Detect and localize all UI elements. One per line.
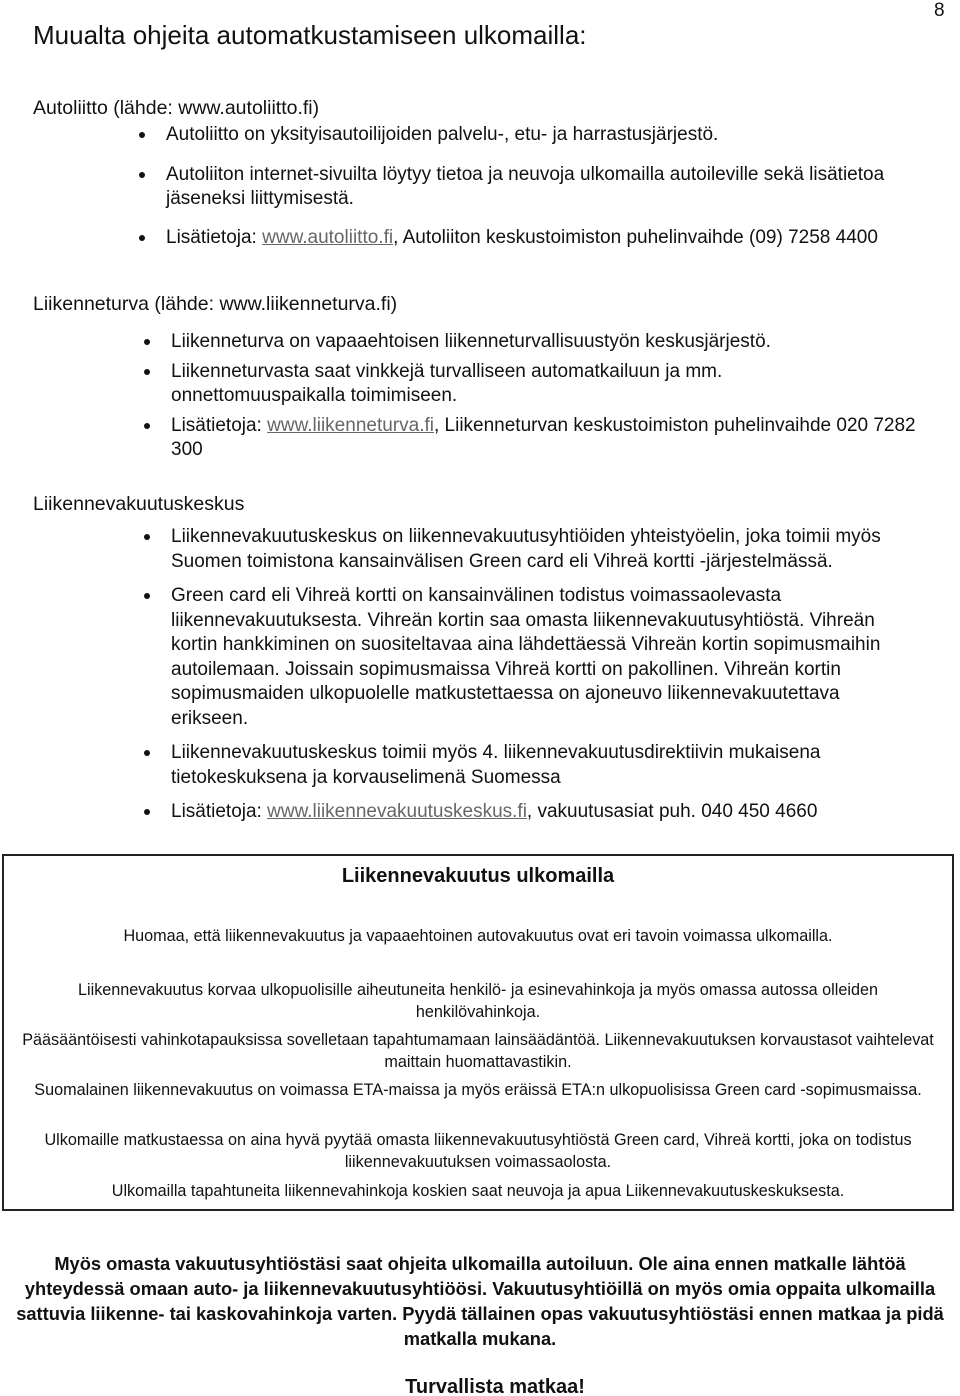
closing-text: Turvallista matkaa!	[405, 1376, 585, 1396]
page-title: Muualta ohjeita automatkustamiseen ulkomailla:	[33, 20, 587, 50]
autoliitto-link[interactable]: www.autoliitto.fi	[262, 226, 394, 248]
section-heading-autoliitto: Autoliitto (lähde: www.autoliitto.fi)	[33, 97, 320, 119]
section-heading-liikenneturva: Liikenneturva (lähde: www.liikenneturva.fi)	[33, 293, 398, 315]
list-item	[166, 226, 906, 251]
label-text: Lisätietoja:	[171, 801, 268, 822]
label-text: Lisätietoja:	[166, 226, 263, 248]
list-item: Liikenneturvasta saat vinkkejä turvalliseen automatkailuun ja mm. onnettomuuspaikalla toimimiseen.	[171, 360, 821, 409]
info-paragraph: Ulkomaille matkustaessa on aina hyvä pyytää omasta liikennevakuutusyhtiöstä Green card, Vihreä kortti, joka on todistus liikennevakuutuksen voimassaolosta.	[44, 1131, 912, 1171]
info-paragraph: Liikennevakuutus korvaa ulkopuolisille aiheutuneita henkilö- ja esinevahinkoja ja myös omassa autossa olleiden henkilövahinkoja.	[78, 981, 878, 1021]
section-heading-lvk: Liikennevakuutuskeskus	[33, 493, 245, 515]
info-paragraph: Pääsääntöisesti vahinkotapauksissa sovelletaan tapahtumamaan lainsäädäntöä. Liikennevakuutuksen korvaustasot vaihtelevat maittain huomattavastikin.	[22, 1031, 934, 1071]
info-paragraph: Suomalainen liikennevakuutus on voimassa ETA-maissa ja myös eräissä ETA:n ulkopuolisissa Green card -sopimusmaissa.	[34, 1081, 922, 1099]
contact-text: , Autoliiton keskustoimiston puhelinvaihde (09) 7258 4400	[393, 226, 878, 248]
autoliitto-list	[166, 123, 906, 250]
bottom-note: Myös omasta vakuutusyhtiöstäsi saat ohjeita ulkomailla autoiluun. Ole aina ennen matkalle lähtöä yhteydessä omaan auto- ja liikennevakuutusyhtiöösi. Vakuutusyhtiöillä on myös omia oppaita ulkomailla sattuvia liikenne- tai kaskovahinkoja varten. Pyydä tällainen opas vakuutusyhtiöstäsi ennen matkaa ja pidä matkalla mukana.	[16, 1253, 944, 1349]
list-item: Liikennevakuutuskeskus toimii myös 4. liikennevakuutusdirektiivin mukaisena tietokeskuksena ja korvauselimenä Suomessa	[171, 741, 916, 790]
lvk-list	[171, 525, 916, 825]
info-paragraph: Ulkomailla tapahtuneita liikennevahinkoja koskien saat neuvoja ja apua Liikennevakuutuskeskuksesta.	[111, 1182, 845, 1200]
list-item: Autoliitto on yksityisautoilijoiden palvelu-, etu- ja harrastusjärjestö.	[166, 123, 906, 148]
list-item: Autoliiton internet-sivuilta löytyy tietoa ja neuvoja ulkomailla autoileville sekä lisätietoa jäseneksi liittymisestä.	[166, 163, 906, 212]
info-paragraph: Huomaa, että liikennevakuutus ja vapaaehtoinen autovakuutus ovat eri tavoin voimassa ulkomailla.	[123, 927, 833, 945]
info-box-title: Liikennevakuutus ulkomailla	[341, 865, 615, 887]
list-item	[171, 414, 941, 463]
label-text: Lisätietoja:	[171, 414, 268, 436]
page-number: 8	[934, 0, 945, 21]
contact-text: , Liikenneturvan keskustoimiston puhelinvaihde 020 7282 300	[171, 414, 916, 460]
contact-text: , vakuutusasiat puh. 040 450 4660	[526, 801, 818, 822]
list-item: Liikenneturva on vapaaehtoisen liikenneturvallisuustyön keskusjärjestö.	[171, 330, 941, 355]
liikenneturva-link[interactable]: www.liikenneturva.fi	[267, 414, 434, 436]
list-item: Liikennevakuutuskeskus on liikennevakuutusyhtiöiden yhteistyöelin, joka toimii myös Suomen toimistona kansainvälisen Green card eli Vihreä kortti -järjestelmässä.	[171, 525, 916, 574]
info-box	[2, 854, 954, 1211]
lvk-link[interactable]: www.liikennevakuutuskeskus.fi	[267, 801, 527, 822]
list-item	[171, 800, 916, 825]
list-item: Green card eli Vihreä kortti on kansainvälinen todistus voimassaolevasta liikennevakuutuksesta. Vihreän kortin saa omasta liikennevakuutusyhtiöstä. Vihreän kortin hankkiminen on suositeltavaa aina lähdettäessä Vihreän kortin sopimusmaihin autoilemaan. Joissain sopimusmaissa Vihreä kortti on pakollinen. Vihreän kortin sopimusmaiden ulkopuolelle matkustettaessa on ajoneuvo liikennevakuutettava erikseen.	[171, 584, 916, 731]
liikenneturva-list	[171, 330, 941, 463]
